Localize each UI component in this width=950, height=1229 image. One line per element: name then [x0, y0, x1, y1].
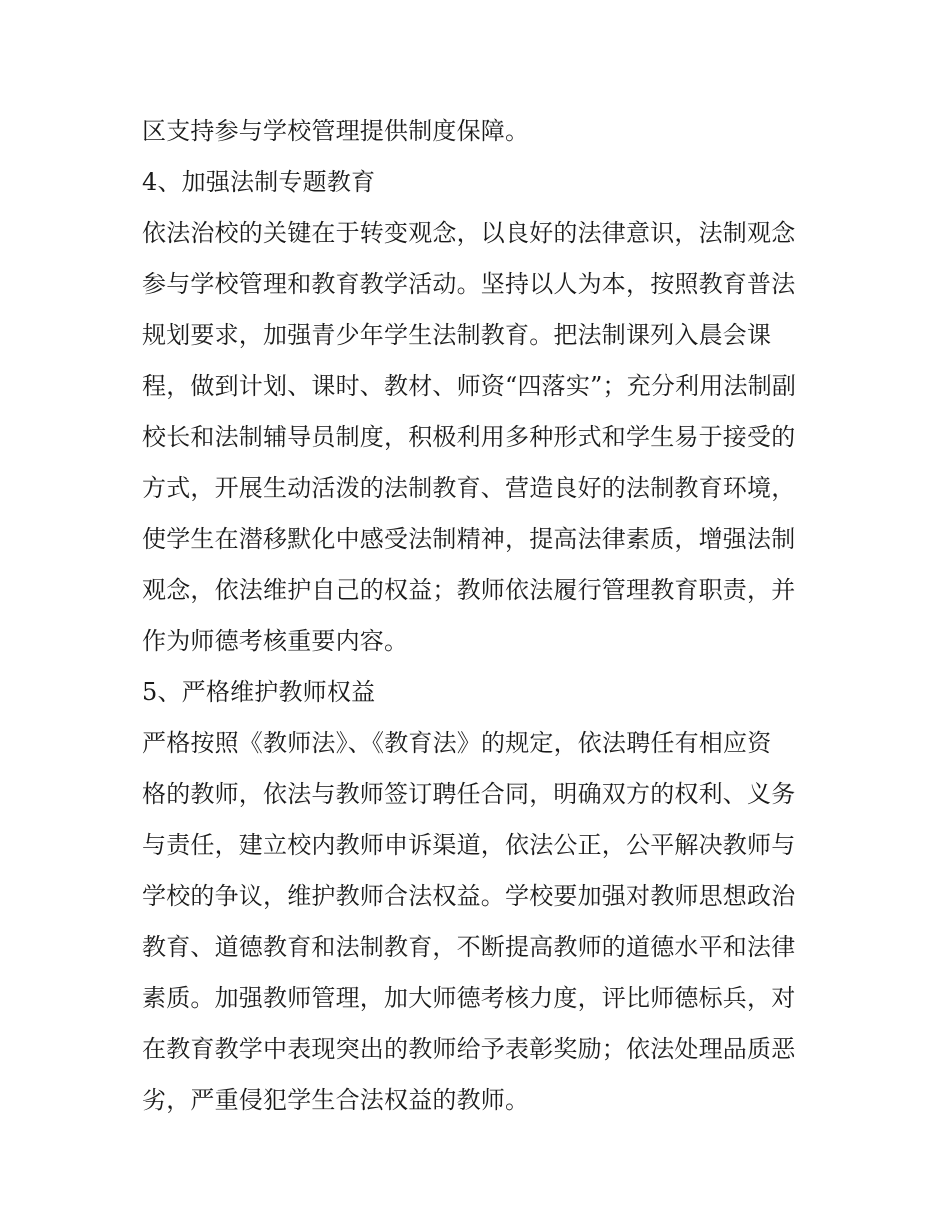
paragraph-line: 区支持参与学校管理提供制度保障。 [142, 117, 530, 145]
paragraph-line: 劣，严重侵犯学生合法权益的教师。 [142, 1086, 530, 1114]
paragraph-line: 方式，开展生动活泼的法制教育、营造良好的法制教育环境， [142, 474, 796, 502]
paragraph-line: 规划要求，加强青少年学生法制教育。把法制课列入晨会课 [142, 321, 772, 349]
paragraph-line: 校长和法制辅导员制度，积极利用多种形式和学生易于接受的 [142, 423, 796, 451]
document-body [142, 106, 822, 1126]
paragraph-line: 依法治校的关键在于转变观念，以良好的法律意识，法制观念 [142, 219, 796, 247]
paragraph-line: 使学生在潜移默化中感受法制精神，提高法律素质，增强法制 [142, 525, 796, 553]
section-heading-5: 5、严格维护教师权益 [142, 678, 376, 706]
paragraph-line: 严格按照《教师法》、《教育法》的规定，依法聘任有相应资 [142, 729, 772, 757]
paragraph-line: 学校的争议，维护教师合法权益。学校要加强对教师思想政治 [142, 882, 796, 910]
paragraph-line: 在教育教学中表现突出的教师给予表彰奖励；依法处理品质恶 [142, 1035, 796, 1063]
section-heading-4: 4、加强法制专题教育 [142, 168, 376, 196]
paragraph-line: 作为师德考核重要内容。 [142, 627, 409, 655]
paragraph-line: 观念，依法维护自己的权益；教师依法履行管理教育职责，并 [142, 576, 796, 604]
paragraph-line: 程，做到计划、课时、教材、师资“四落实”；充分利用法制副 [142, 372, 797, 400]
paragraph-line: 教育、道德教育和法制教育，不断提高教师的道德水平和法律 [142, 933, 796, 961]
paragraph-line: 与责任，建立校内教师申诉渠道，依法公正，公平解决教师与 [142, 831, 796, 859]
paragraph-line: 参与学校管理和教育教学活动。坚持以人为本，按照教育普法 [142, 270, 796, 298]
paragraph-line: 素质。加强教师管理，加大师德考核力度，评比师德标兵，对 [142, 984, 796, 1012]
paragraph-line: 格的教师，依法与教师签订聘任合同，明确双方的权利、义务 [142, 780, 796, 808]
